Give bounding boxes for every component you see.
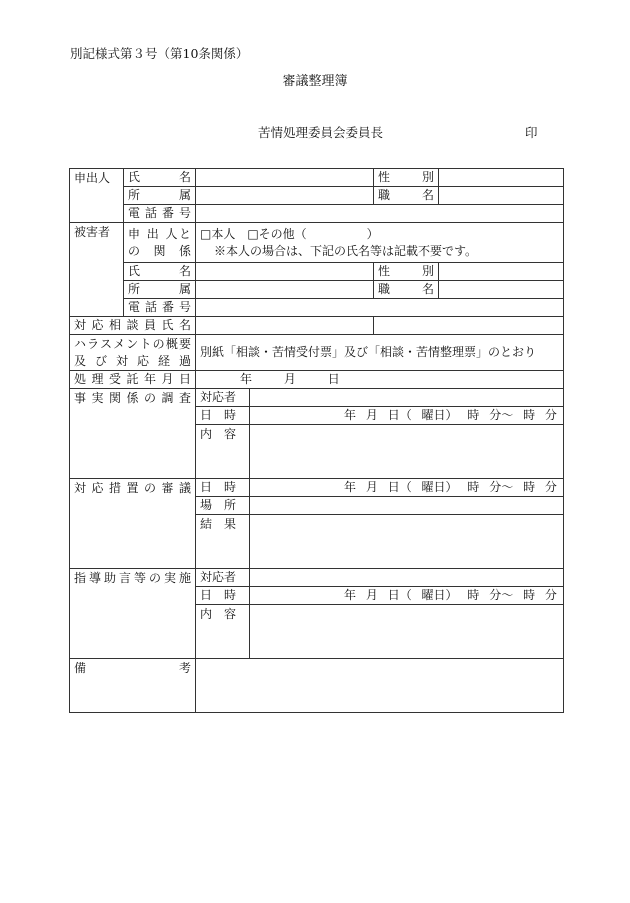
victim-position-label: 職 名 (374, 281, 439, 299)
victim-name-field[interactable] (196, 263, 374, 281)
victim-phone-field[interactable] (196, 299, 564, 317)
victim-relation-label: 申 出 人との関係 (124, 223, 196, 263)
dt-hour2: 時 (523, 408, 536, 422)
form-number: 別記様式第３号（第10条関係） (70, 46, 249, 61)
applicant-affiliation-field[interactable] (196, 187, 374, 205)
applicant-phone-field[interactable] (196, 205, 564, 223)
remarks-label-left: 備 (74, 661, 87, 675)
deliberation-result-field[interactable] (250, 515, 564, 569)
investigation-content-label: 内 容 (196, 425, 250, 479)
deliberation-place-label: 場 所 (196, 497, 250, 515)
dt-year: 年 (344, 408, 357, 422)
option-other-checkbox[interactable]: □その他（ ） (247, 226, 379, 241)
dt-weekday: 曜日） (421, 588, 458, 602)
deliberation-place-field[interactable] (250, 497, 564, 515)
dt-year: 年 (344, 480, 357, 494)
harassment-value: 別紙「相談・苦情受付票」及び「相談・苦情整理票」のとおり (196, 335, 564, 371)
counselor-name-field-2[interactable] (374, 317, 564, 335)
dt-hour: 時 (467, 588, 480, 602)
applicant-label: 申出人 (70, 169, 124, 223)
victim-phone-label: 電話番号 (124, 299, 196, 317)
dt-day: 日（ (387, 480, 412, 494)
dt-year: 年 (344, 588, 357, 602)
dt-minute-to: 分～ (489, 588, 514, 602)
dt-minute: 分 (544, 480, 557, 494)
victim-gender-field[interactable] (439, 263, 564, 281)
dt-day: 日（ (387, 408, 412, 422)
dt-minute-to: 分～ (489, 408, 514, 422)
investigation-person-field[interactable] (250, 389, 564, 407)
guidance-person-field[interactable] (250, 569, 564, 587)
deliberation-label: 対応措置の審議 (70, 479, 196, 569)
counselor-name-field-1[interactable] (196, 317, 374, 335)
investigation-datetime-field[interactable] (250, 407, 564, 425)
received-day: 日 (327, 372, 340, 386)
applicant-position-field[interactable] (439, 187, 564, 205)
dt-month: 月 (365, 408, 378, 422)
dt-hour: 時 (467, 408, 480, 422)
applicant-name-label: 氏 名 (124, 169, 196, 187)
investigation-person-label: 対応者 (196, 389, 250, 407)
guidance-label: 指導助言等の実施 (70, 569, 196, 659)
remarks-field[interactable] (196, 659, 564, 713)
investigation-datetime-label: 日 時 (196, 407, 250, 425)
option-self-checkbox[interactable]: □本人 (200, 226, 236, 241)
dt-month: 月 (365, 480, 378, 494)
dt-minute-to: 分～ (489, 480, 514, 494)
deliberation-datetime-label: 日 時 (196, 479, 250, 497)
dt-minute: 分 (544, 408, 557, 422)
received-month: 月 (283, 372, 296, 386)
victim-label: 被害者 (70, 223, 124, 317)
guidance-datetime-field[interactable] (250, 587, 564, 605)
guidance-content-field[interactable] (250, 605, 564, 659)
victim-relation-field[interactable] (196, 223, 564, 263)
applicant-phone-label: 電話番号 (124, 205, 196, 223)
dt-weekday: 曜日） (421, 480, 458, 494)
dt-hour2: 時 (523, 588, 536, 602)
victim-note: ※本人の場合は、下記の氏名等は記載不要です。 (214, 243, 478, 258)
page-title: 審議整理簿 (282, 74, 348, 89)
deliberation-result-label: 結 果 (196, 515, 250, 569)
dt-minute: 分 (544, 588, 557, 602)
remarks-label-right: 考 (178, 661, 191, 675)
applicant-position-label: 職 名 (374, 187, 439, 205)
register-table (69, 168, 564, 713)
applicant-gender-field[interactable] (439, 169, 564, 187)
applicant-gender-label: 性 別 (374, 169, 439, 187)
victim-name-label: 氏 名 (124, 263, 196, 281)
counselor-name-label: 対応相談員氏名 (70, 317, 196, 335)
applicant-affiliation-label: 所 属 (124, 187, 196, 205)
guidance-datetime-label: 日 時 (196, 587, 250, 605)
dt-hour2: 時 (523, 480, 536, 494)
applicant-name-field[interactable] (196, 169, 374, 187)
seal-mark: 印 (525, 125, 538, 140)
harassment-label: ハラスメントの概要及び対応経過 (70, 335, 196, 371)
deliberation-datetime-field[interactable] (250, 479, 564, 497)
investigation-label: 事実関係の調査 (70, 389, 196, 479)
victim-affiliation-label: 所 属 (124, 281, 196, 299)
investigation-content-field[interactable] (250, 425, 564, 479)
received-date-field[interactable] (196, 371, 564, 389)
guidance-person-label: 対応者 (196, 569, 250, 587)
received-date-label: 処理受託年月日 (70, 371, 196, 389)
victim-affiliation-field[interactable] (196, 281, 374, 299)
remarks-label (70, 659, 196, 713)
victim-gender-label: 性 別 (374, 263, 439, 281)
guidance-content-label: 内 容 (196, 605, 250, 659)
received-year: 年 (240, 372, 253, 386)
addressee: 苦情処理委員会委員長 (258, 125, 384, 140)
dt-day: 日（ (387, 588, 412, 602)
dt-hour: 時 (467, 480, 480, 494)
dt-month: 月 (365, 588, 378, 602)
dt-weekday: 曜日） (421, 408, 458, 422)
victim-position-field[interactable] (439, 281, 564, 299)
